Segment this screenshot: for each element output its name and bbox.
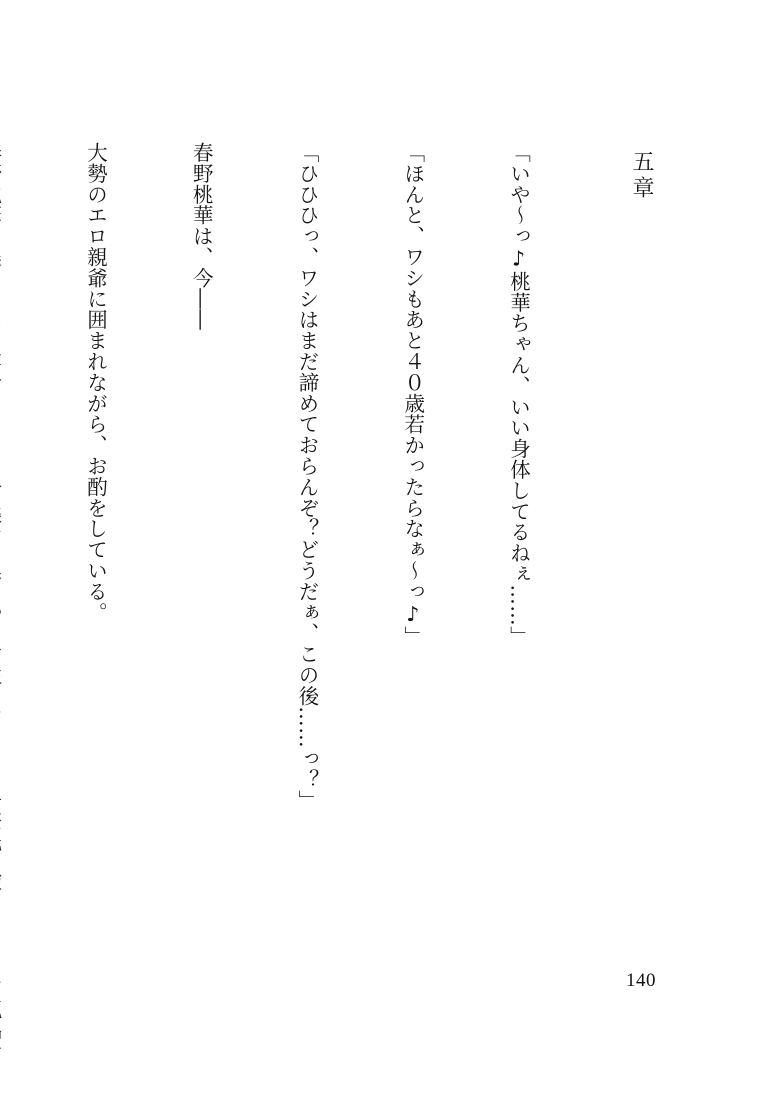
body-text xyxy=(83,142,606,1002)
text-line: 大勢のエロ親爺に囲まれながら、お酌をしている。 xyxy=(83,142,108,623)
text-line: 「ほんと、ワシもあと４０歳若かったらなぁ〜っ♪」 xyxy=(400,142,425,648)
text-line xyxy=(0,142,7,1002)
chapter-title: 五章 xyxy=(629,150,654,202)
page-number: 140 xyxy=(626,970,656,991)
text-line: 「ひひひっ、ワシはまだ諦めておらんぞ？どうだぁ、この後……っ？」 xyxy=(295,142,319,811)
text-line: 「いや〜っ♪桃華ちゃん、いい身体してるねぇ……」 xyxy=(506,142,531,648)
text-line: 春野桃華は、今―― xyxy=(189,142,214,331)
